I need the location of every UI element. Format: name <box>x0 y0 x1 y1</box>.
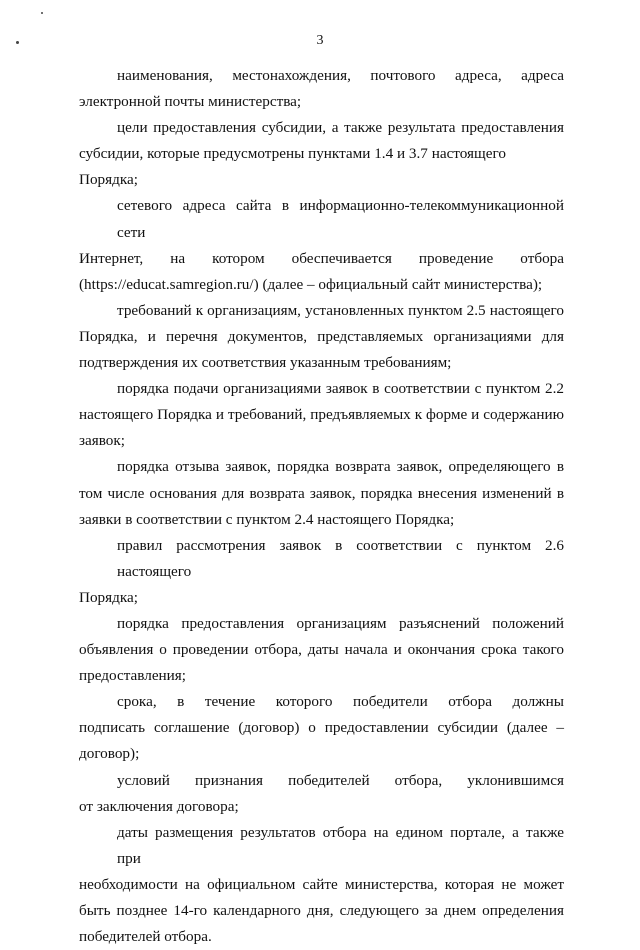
text-line: наименования, местонахождения, почтового адреса, адреса <box>117 67 564 84</box>
text-line: даты размещения результатов отбора на едином портале, а также при <box>117 823 564 867</box>
paragraph <box>79 611 564 689</box>
scan-speck <box>41 12 43 14</box>
text-line: подтверждения их соответствия указанным требованиям; <box>79 354 452 372</box>
paragraph <box>79 820 564 950</box>
text-line: срока, в течение которого победители отбора должны <box>117 693 564 711</box>
text-line: договор); <box>79 745 140 763</box>
document-body <box>79 63 564 950</box>
text-line: Интернет, на котором обеспечивается проведение отбора <box>79 249 564 267</box>
text-line: порядка отзыва заявок, порядка возврата заявок, определяющего в <box>117 458 564 476</box>
text-line: сетевого адреса сайта в информационно-телекоммуникационной сети <box>117 197 564 241</box>
text-line: победителей отбора. <box>79 928 212 946</box>
text-line: требований к организациям, установленных пунктом 2.5 настоящего <box>117 301 564 319</box>
paragraph <box>79 376 564 454</box>
text-line: условий признания победителей отбора, уклонившимся <box>117 771 564 789</box>
text-line: порядка предоставления организациям разъяснений положений <box>117 614 564 632</box>
text-line: Порядка; <box>79 588 138 606</box>
text-line: том числе основания для возврата заявок, порядка внесения изменений в <box>79 484 564 502</box>
text-line: от заключения договора; <box>79 797 239 815</box>
text-line: цели предоставления субсидии, а также результата предоставления <box>117 119 564 137</box>
text-line: электронной почты министерства; <box>79 93 302 111</box>
text-line: быть позднее 14-го календарного дня, следующего за днем определения <box>79 902 564 919</box>
text-line: настоящего Порядка и требований, предъявляемых к форме и содержанию <box>79 406 564 424</box>
text-line: Порядка, и перечня документов, представляемых организациями для <box>79 327 564 345</box>
paragraph <box>79 63 564 115</box>
paragraph <box>79 533 564 611</box>
text-line: заявки в соответствии с пунктом 2.4 настоящего Порядка; <box>79 510 455 528</box>
page-number: 3 <box>316 33 324 48</box>
text-line: необходимости на официальном сайте министерства, которая не может <box>79 875 564 893</box>
text-line: объявления о проведении отбора, даты начала и окончания срока такого <box>79 641 564 659</box>
text-line: правил рассмотрения заявок в соответствии с пунктом 2.6 настоящего <box>117 536 564 580</box>
text-line: предоставления; <box>79 667 187 685</box>
text-line: подписать соглашение (договор) о предоставлении субсидии (далее – <box>79 719 564 737</box>
paragraph <box>79 689 564 767</box>
text-line: субсидии, которые предусмотрены пунктами 1.4 и 3.7 настоящего Порядка; <box>79 145 506 189</box>
text-line: (https://educat.samregion.ru/) (далее – официальный сайт министерства); <box>79 275 543 293</box>
paragraph <box>79 115 564 193</box>
paragraph <box>79 193 564 297</box>
text-line: заявок; <box>79 432 125 450</box>
paragraph <box>79 454 564 532</box>
paragraph <box>79 298 564 376</box>
text-line: порядка подачи организациями заявок в соответствии с пунктом 2.2 <box>117 380 564 398</box>
paragraph <box>79 768 564 820</box>
